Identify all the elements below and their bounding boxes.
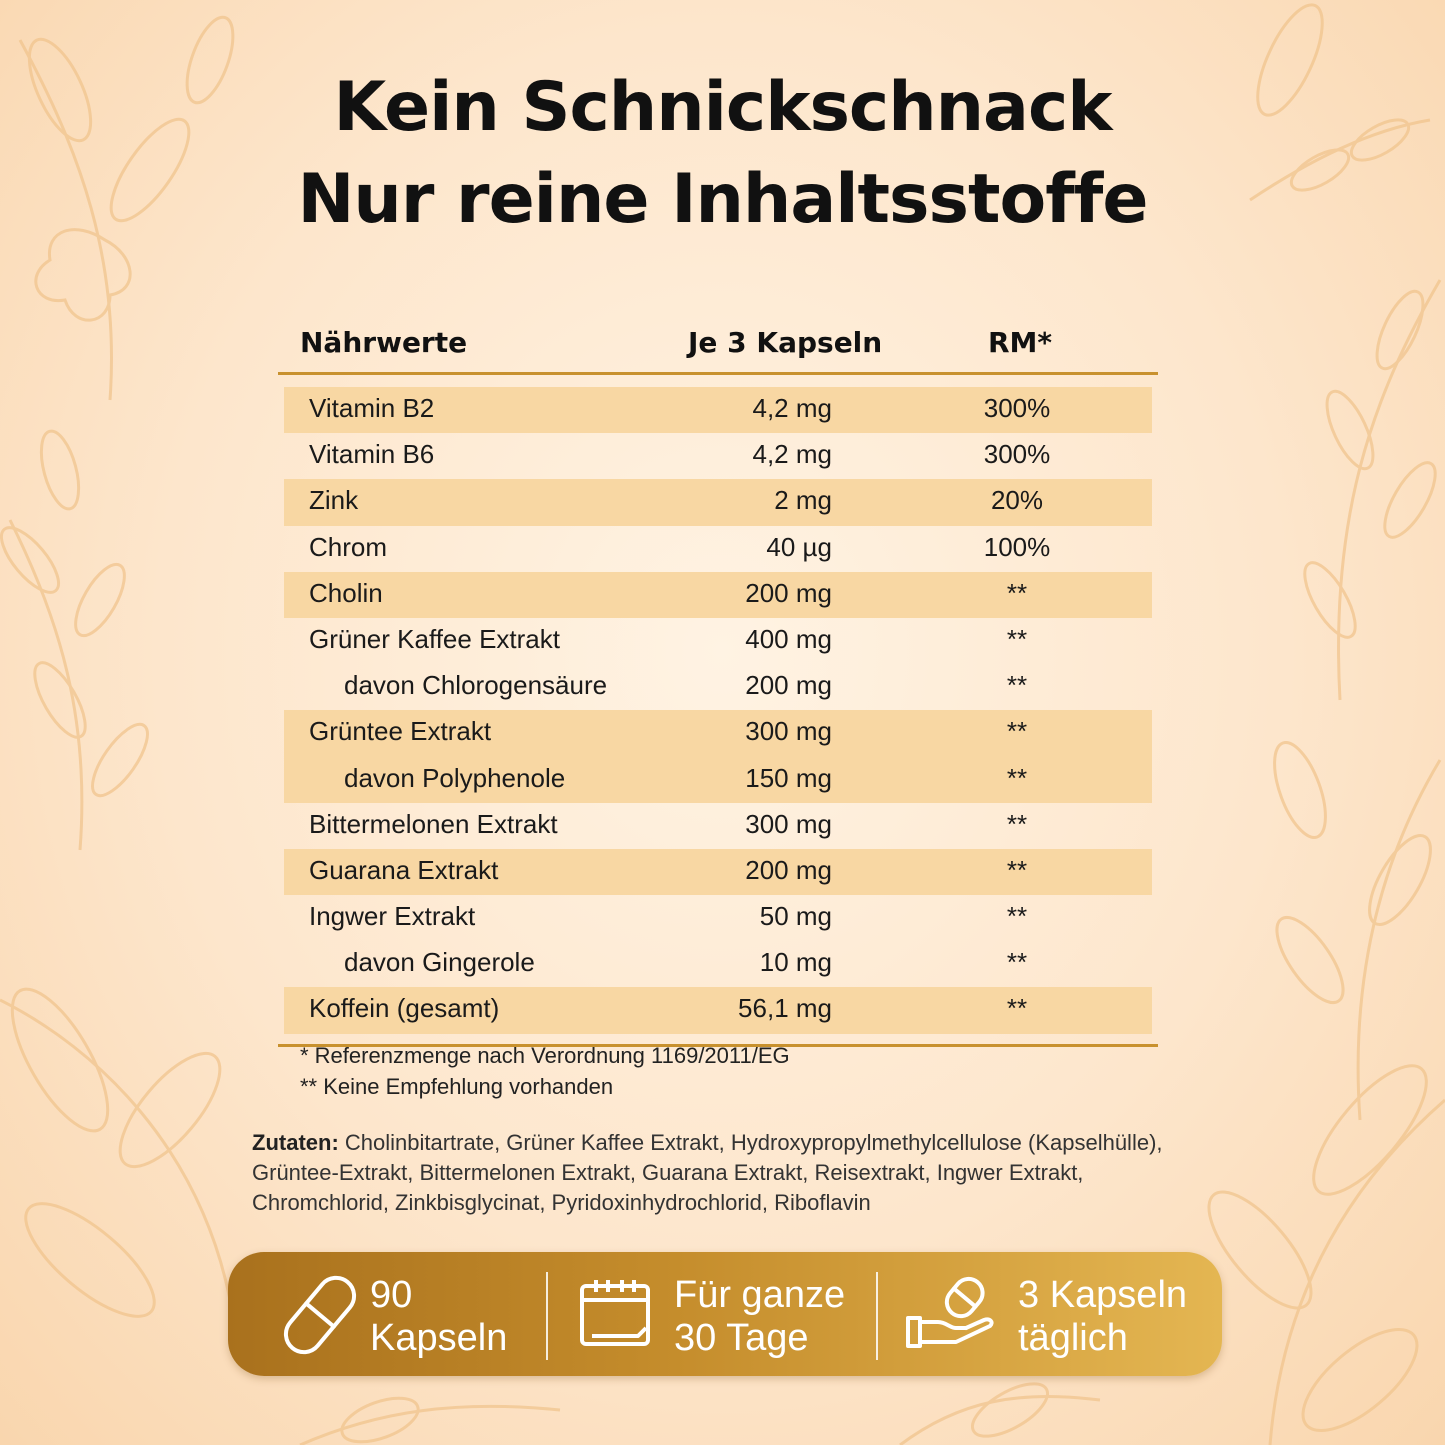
feature-duration-line1: Für ganze — [674, 1274, 846, 1316]
title-line-2: Nur reine Inhaltsstoffe — [297, 160, 1148, 239]
table-body — [278, 387, 1158, 1034]
row-amount: 300 mg — [745, 716, 832, 747]
row-rm: ** — [1006, 808, 1028, 839]
row-rm: ** — [1006, 762, 1028, 793]
row-rm: 300% — [983, 393, 1051, 423]
table-row — [284, 895, 1152, 941]
row-rm: ** — [1006, 577, 1028, 608]
row-amount: 200 mg — [745, 577, 832, 608]
row-name: Cholin — [309, 577, 383, 608]
title-line-1: Kein Schnickschnack — [333, 68, 1112, 147]
table-row — [284, 757, 1152, 803]
row-rm: ** — [1006, 947, 1028, 978]
page-title — [0, 62, 1445, 246]
row-name: Vitamin B2 — [309, 393, 435, 423]
feature-banner — [228, 1252, 1222, 1376]
row-rm: ** — [1006, 623, 1028, 654]
row-name: Vitamin B6 — [309, 439, 435, 470]
row-name: Zink — [309, 485, 359, 516]
row-amount: 300 mg — [745, 808, 832, 839]
header-nutrients: Nährwerte — [300, 326, 468, 359]
row-name: davon Polyphenole — [344, 762, 566, 793]
table-row — [284, 387, 1152, 433]
table-row — [284, 803, 1152, 849]
table-row — [284, 433, 1152, 479]
row-rm: 20% — [990, 485, 1044, 516]
row-amount: 50 mg — [759, 901, 832, 932]
row-amount: 56,1 mg — [738, 993, 832, 1024]
feature-duration — [548, 1252, 878, 1376]
table-row — [284, 572, 1152, 618]
row-name: Bittermelonen Extrakt — [309, 808, 558, 839]
row-rm: ** — [1006, 854, 1028, 885]
table-row — [284, 526, 1152, 572]
nutrition-table — [278, 318, 1158, 1047]
row-amount: 150 mg — [745, 762, 832, 793]
ingredients-list: Cholinbitartrate, Grüner Kaffee Extrakt, Hydroxypropylmethylcellulose (Kapselhülle), Grüntee-Extrakt, Bittermelonen Extrakt, Guarana Extrakt, Reisextrakt, Ingwer Extrakt, Chromchlorid, Zinkbisglycinat, Pyridoxinhydrochlorid, Riboflavin — [252, 1130, 1163, 1215]
row-amount: 400 mg — [745, 623, 832, 654]
row-name: Koffein (gesamt) — [309, 993, 500, 1024]
table-row — [284, 849, 1152, 895]
footnote-reference: * Referenzmenge nach Verordnung 1169/2011/EG — [300, 1043, 790, 1068]
row-amount: 4,2 mg — [752, 393, 832, 423]
feature-dosage-line2: täglich — [1018, 1317, 1128, 1359]
header-reference-amount: RM* — [988, 326, 1053, 359]
feature-dosage — [878, 1252, 1222, 1376]
row-name: Chrom — [309, 531, 388, 562]
row-amount: 200 mg — [745, 670, 832, 701]
table-header — [278, 318, 1158, 375]
row-amount: 4,2 mg — [752, 439, 832, 470]
calendar-icon — [578, 1276, 652, 1350]
row-amount: 40 µg — [766, 531, 832, 562]
row-rm: 100% — [983, 531, 1051, 562]
feature-capsules-label: Kapseln — [370, 1317, 508, 1359]
table-row — [284, 941, 1152, 987]
row-rm: ** — [1006, 716, 1028, 747]
row-name: Guarana Extrakt — [309, 854, 499, 885]
row-name: Grüner Kaffee Extrakt — [309, 623, 560, 654]
footnotes — [300, 1040, 790, 1102]
row-rm: 300% — [983, 439, 1051, 470]
table-row — [284, 664, 1152, 710]
capsule-icon — [280, 1270, 360, 1360]
feature-dosage-line1: 3 Kapseln — [1018, 1274, 1188, 1316]
table-row — [284, 618, 1152, 664]
row-rm: ** — [1006, 993, 1028, 1024]
row-rm: ** — [1006, 670, 1028, 701]
row-name: Ingwer Extrakt — [309, 901, 476, 932]
row-name: davon Chlorogensäure — [344, 670, 608, 701]
table-row — [284, 479, 1152, 525]
header-per-3-capsules: Je 3 Kapseln — [688, 326, 883, 359]
row-amount: 200 mg — [745, 854, 832, 885]
row-rm: ** — [1006, 901, 1028, 932]
ingredients-text — [252, 1128, 1212, 1218]
row-amount: 2 mg — [774, 485, 832, 516]
hand-pill-icon — [904, 1274, 996, 1354]
row-amount: 10 mg — [759, 947, 832, 978]
feature-capsules-count: 90 — [370, 1274, 413, 1316]
feature-duration-line2: 30 Tage — [674, 1317, 809, 1359]
table-row — [284, 987, 1152, 1033]
ingredients-label: Zutaten: — [252, 1130, 339, 1155]
row-name: davon Gingerole — [344, 947, 535, 978]
feature-capsules — [228, 1252, 548, 1376]
row-name: Grüntee Extrakt — [309, 716, 492, 747]
table-row — [284, 710, 1152, 756]
footnote-no-recommendation: ** Keine Empfehlung vorhanden — [300, 1074, 614, 1099]
